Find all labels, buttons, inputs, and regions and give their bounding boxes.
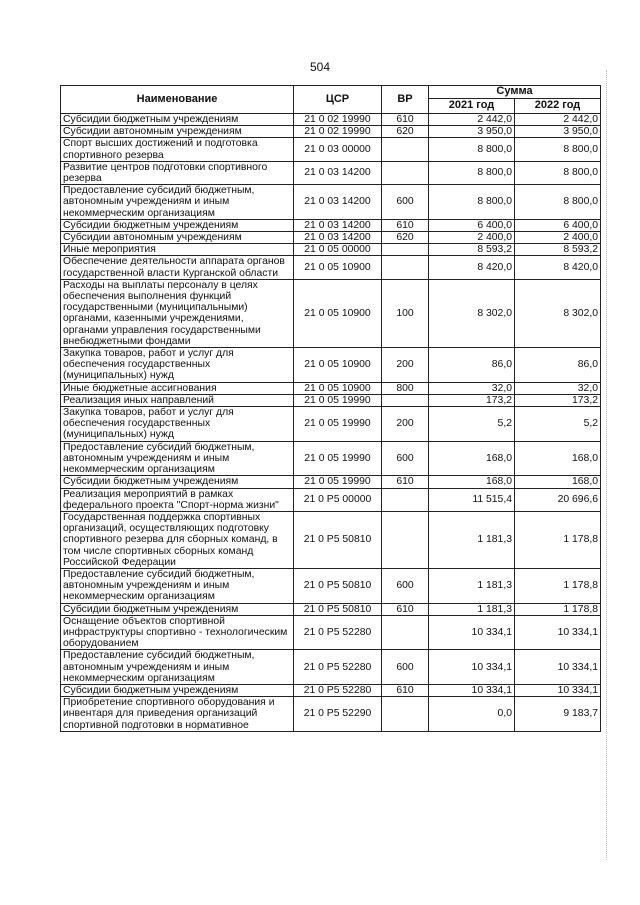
row-name: Субсидии бюджетным учреждениям xyxy=(61,219,294,231)
row-csr: 21 0 03 14200 xyxy=(294,185,382,220)
row-sum-2022: 32,0 xyxy=(515,382,601,394)
row-sum-2021: 0,0 xyxy=(429,697,515,732)
row-vr: 600 xyxy=(382,441,429,476)
row-name: Расходы на выплаты персоналу в целях обеспечения выполнения функций государственными (муниципальными) органами, казенными учреждениями, органами управления государственными внебюджетными фондами xyxy=(61,279,294,347)
row-vr xyxy=(382,161,429,184)
row-sum-2021: 2 400,0 xyxy=(429,232,515,244)
row-sum-2021: 8 800,0 xyxy=(429,185,515,220)
row-vr: 600 xyxy=(382,568,429,603)
budget-table xyxy=(60,85,601,732)
row-sum-2021: 6 400,0 xyxy=(429,219,515,231)
row-sum-2022: 5,2 xyxy=(515,407,601,442)
row-vr xyxy=(382,697,429,732)
row-sum-2022: 6 400,0 xyxy=(515,219,601,231)
row-sum-2021: 10 334,1 xyxy=(429,650,515,685)
row-csr: 21 0 P5 52280 xyxy=(294,684,382,696)
header-vr: ВР xyxy=(382,86,429,114)
table-row xyxy=(61,348,601,383)
row-sum-2022: 2 400,0 xyxy=(515,232,601,244)
table-row xyxy=(61,603,601,615)
row-sum-2022: 8 420,0 xyxy=(515,256,601,279)
row-vr: 800 xyxy=(382,382,429,394)
row-csr: 21 0 05 19990 xyxy=(294,394,382,406)
row-sum-2022: 86,0 xyxy=(515,348,601,383)
row-vr xyxy=(382,256,429,279)
page-number: 504 xyxy=(309,60,331,74)
row-vr: 620 xyxy=(382,126,429,138)
row-sum-2022: 8 800,0 xyxy=(515,185,601,220)
row-sum-2021: 8 593,2 xyxy=(429,244,515,256)
margin-mark xyxy=(606,70,608,860)
row-name: Субсидии бюджетным учреждениям xyxy=(61,603,294,615)
row-name: Субсидии автономным учреждениям xyxy=(61,232,294,244)
table-row xyxy=(61,185,601,220)
row-sum-2021: 1 181,3 xyxy=(429,603,515,615)
row-sum-2021: 168,0 xyxy=(429,476,515,488)
table-row xyxy=(61,511,601,568)
row-name: Оснащение объектов спортивной инфраструктуры спортивно - технологическим оборудованием xyxy=(61,615,294,650)
row-csr: 21 0 05 19990 xyxy=(294,407,382,442)
row-sum-2022: 1 178,8 xyxy=(515,511,601,568)
row-sum-2022: 168,0 xyxy=(515,441,601,476)
row-vr xyxy=(382,488,429,511)
row-csr: 21 0 05 10900 xyxy=(294,256,382,279)
row-csr: 21 0 P5 50810 xyxy=(294,603,382,615)
header-sum: Сумма xyxy=(429,86,601,99)
row-csr: 21 0 03 14200 xyxy=(294,232,382,244)
table-row xyxy=(61,232,601,244)
row-sum-2022: 8 800,0 xyxy=(515,161,601,184)
row-vr: 200 xyxy=(382,348,429,383)
row-name: Предоставление субсидий бюджетным, автономным учреждениям и иным некоммерческим организациям xyxy=(61,441,294,476)
row-sum-2021: 3 950,0 xyxy=(429,126,515,138)
row-vr: 600 xyxy=(382,650,429,685)
table-row xyxy=(61,382,601,394)
row-sum-2021: 86,0 xyxy=(429,348,515,383)
header-year-2022: 2022 год xyxy=(515,99,601,114)
table-row xyxy=(61,568,601,603)
row-csr: 21 0 P5 00000 xyxy=(294,488,382,511)
row-sum-2022: 1 178,8 xyxy=(515,603,601,615)
row-name: Реализация мероприятий в рамках федерального проекта "Спорт-норма жизни" xyxy=(61,488,294,511)
row-csr: 21 0 05 10900 xyxy=(294,382,382,394)
row-sum-2021: 173,2 xyxy=(429,394,515,406)
row-name: Субсидии автономным учреждениям xyxy=(61,126,294,138)
row-name: Иные бюджетные ассигнования xyxy=(61,382,294,394)
table-body xyxy=(61,114,601,732)
table-row xyxy=(61,279,601,347)
row-sum-2022: 168,0 xyxy=(515,476,601,488)
row-sum-2022: 10 334,1 xyxy=(515,684,601,696)
row-name: Государственная поддержка спортивных организаций, осуществляющих подготовку спортивного резерва для сборных команд, в том числе спортивных сборных команд Российской Федерации xyxy=(61,511,294,568)
table-row xyxy=(61,138,601,161)
table-row xyxy=(61,256,601,279)
row-name: Закупка товаров, работ и услуг для обеспечения государственных (муниципальных) нужд xyxy=(61,407,294,442)
row-csr: 21 0 05 19990 xyxy=(294,441,382,476)
row-vr: 600 xyxy=(382,185,429,220)
row-sum-2021: 1 181,3 xyxy=(429,511,515,568)
row-csr: 21 0 02 19990 xyxy=(294,126,382,138)
row-name: Иные мероприятия xyxy=(61,244,294,256)
header-csr: ЦСР xyxy=(294,86,382,114)
table-row xyxy=(61,488,601,511)
table-row xyxy=(61,126,601,138)
row-name: Предоставление субсидий бюджетным, автономным учреждениям и иным некоммерческим организациям xyxy=(61,650,294,685)
row-csr: 21 0 P5 50810 xyxy=(294,568,382,603)
row-csr: 21 0 P5 52280 xyxy=(294,615,382,650)
row-name: Предоставление субсидий бюджетным, автономным учреждениям и иным некоммерческим организациям xyxy=(61,185,294,220)
header-name: Наименование xyxy=(61,86,294,114)
table-row xyxy=(61,684,601,696)
row-sum-2021: 1 181,3 xyxy=(429,568,515,603)
row-name: Закупка товаров, работ и услуг для обеспечения государственных (муниципальных) нужд xyxy=(61,348,294,383)
row-sum-2021: 168,0 xyxy=(429,441,515,476)
row-vr: 620 xyxy=(382,232,429,244)
table-row xyxy=(61,441,601,476)
row-sum-2022: 173,2 xyxy=(515,394,601,406)
table-row xyxy=(61,394,601,406)
row-name: Субсидии бюджетным учреждениям xyxy=(61,684,294,696)
row-vr xyxy=(382,615,429,650)
row-csr: 21 0 05 10900 xyxy=(294,348,382,383)
table-row xyxy=(61,407,601,442)
table-row xyxy=(61,114,601,126)
row-name: Обеспечение деятельности аппарата органов государственной власти Курганской области xyxy=(61,256,294,279)
row-name: Реализация иных направлений xyxy=(61,394,294,406)
row-sum-2022: 8 302,0 xyxy=(515,279,601,347)
row-sum-2022: 10 334,1 xyxy=(515,615,601,650)
row-sum-2022: 9 183,7 xyxy=(515,697,601,732)
row-csr: 21 0 05 10900 xyxy=(294,279,382,347)
row-csr: 21 0 03 00000 xyxy=(294,138,382,161)
table-row xyxy=(61,615,601,650)
row-csr: 21 0 03 14200 xyxy=(294,219,382,231)
row-csr: 21 0 02 19990 xyxy=(294,114,382,126)
row-vr: 610 xyxy=(382,114,429,126)
row-sum-2021: 8 302,0 xyxy=(429,279,515,347)
row-sum-2022: 2 442,0 xyxy=(515,114,601,126)
row-csr: 21 0 05 00000 xyxy=(294,244,382,256)
row-csr: 21 0 P5 50810 xyxy=(294,511,382,568)
row-sum-2021: 8 420,0 xyxy=(429,256,515,279)
row-sum-2021: 2 442,0 xyxy=(429,114,515,126)
table-row xyxy=(61,244,601,256)
row-vr: 200 xyxy=(382,407,429,442)
row-csr: 21 0 05 19990 xyxy=(294,476,382,488)
row-csr: 21 0 P5 52290 xyxy=(294,697,382,732)
row-csr: 21 0 03 14200 xyxy=(294,161,382,184)
row-sum-2022: 8 593,2 xyxy=(515,244,601,256)
row-sum-2021: 10 334,1 xyxy=(429,684,515,696)
row-sum-2021: 10 334,1 xyxy=(429,615,515,650)
row-name: Субсидии бюджетным учреждениям xyxy=(61,114,294,126)
row-vr: 610 xyxy=(382,219,429,231)
row-vr xyxy=(382,394,429,406)
table-row xyxy=(61,161,601,184)
row-sum-2022: 8 800,0 xyxy=(515,138,601,161)
row-vr xyxy=(382,511,429,568)
row-name: Предоставление субсидий бюджетным, автономным учреждениям и иным некоммерческим организациям xyxy=(61,568,294,603)
row-sum-2021: 11 515,4 xyxy=(429,488,515,511)
row-vr xyxy=(382,138,429,161)
header-year-2021: 2021 год xyxy=(429,99,515,114)
row-name: Субсидии бюджетным учреждениям xyxy=(61,476,294,488)
row-name: Приобретение спортивного оборудования и инвентаря для приведения организаций спортивной подготовки в нормативное xyxy=(61,697,294,732)
row-sum-2021: 32,0 xyxy=(429,382,515,394)
row-vr: 610 xyxy=(382,476,429,488)
row-name: Спорт высших достижений и подготовка спортивного резерва xyxy=(61,138,294,161)
row-vr xyxy=(382,244,429,256)
row-vr: 610 xyxy=(382,684,429,696)
row-sum-2022: 20 696,6 xyxy=(515,488,601,511)
row-vr: 100 xyxy=(382,279,429,347)
row-sum-2022: 3 950,0 xyxy=(515,126,601,138)
row-csr: 21 0 P5 52280 xyxy=(294,650,382,685)
row-vr: 610 xyxy=(382,603,429,615)
row-name: Развитие центров подготовки спортивного резерва xyxy=(61,161,294,184)
table-row xyxy=(61,219,601,231)
row-sum-2021: 8 800,0 xyxy=(429,161,515,184)
table-row xyxy=(61,650,601,685)
row-sum-2021: 5,2 xyxy=(429,407,515,442)
row-sum-2022: 1 178,8 xyxy=(515,568,601,603)
row-sum-2022: 10 334,1 xyxy=(515,650,601,685)
row-sum-2021: 8 800,0 xyxy=(429,138,515,161)
table-row xyxy=(61,697,601,732)
table-row xyxy=(61,476,601,488)
